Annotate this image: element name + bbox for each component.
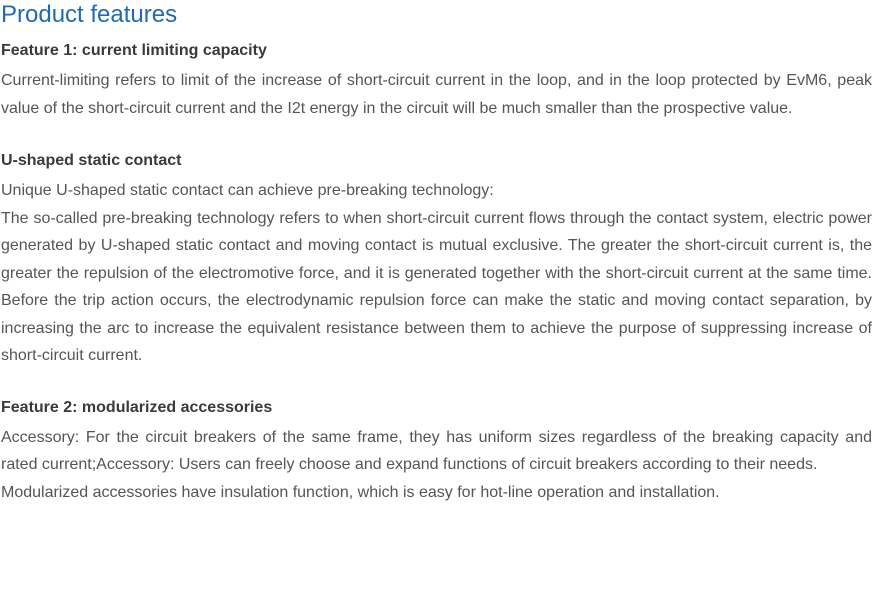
section-heading: Feature 2: modularized accessories xyxy=(1,398,273,416)
paragraph: The so-called pre-breaking technology refers to when short-circuit current flows through the contact system, electric power generated by U-shaped static contact and moving contact is mutual exclusive. The greater the short-circuit current is, the greater the repulsion of the electromotive force, and it is generated together with the short-circuit current at the same time. Before the trip action occurs, the electrodynamic repulsion force can make the static and moving contact separation, by increasing the arc to increase the equivalent resistance between them to achieve the purpose of suppressing increase of short-circuit current. xyxy=(1,209,872,364)
paragraph: Unique U-shaped static contact can achieve pre-breaking technology: xyxy=(1,182,494,199)
section-feature-1 xyxy=(1,40,872,122)
section-feature-2 xyxy=(1,397,872,507)
section-heading: Feature 1: current limiting capacity xyxy=(1,42,267,59)
section-heading: U-shaped static contact xyxy=(1,152,182,169)
page-title: Product features xyxy=(1,1,178,28)
paragraph: Current-limiting refers to limit of the increase of short-circuit current in the loop, and in the loop protected by EvM6, peak value of the short-circuit current and the I2t energy in the circuit will be much smaller than the prospective value. xyxy=(1,72,872,117)
section-u-shaped-contact xyxy=(1,150,872,370)
paragraph: Modularized accessories have insulation function, which is easy for hot-line operation and installation. xyxy=(1,483,720,501)
paragraph: Accessory: For the circuit breakers of the same frame, they has uniform sizes regardless of the breaking capacity and rated current;Accessory: Users can freely choose and expand functions of circuit breakers according to their needs. xyxy=(1,428,872,473)
